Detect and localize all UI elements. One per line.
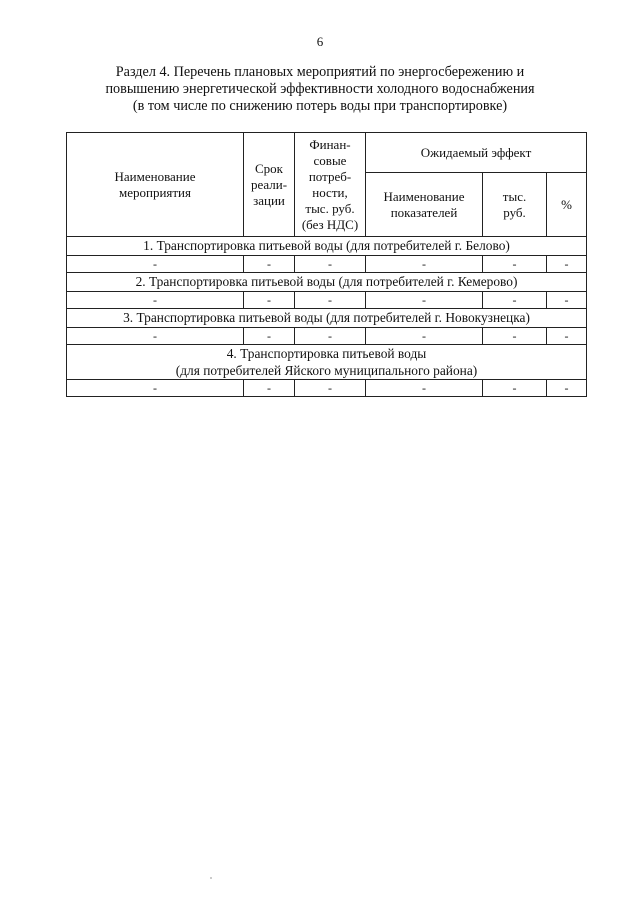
table-cell: -	[295, 256, 366, 273]
table-cell: -	[547, 328, 587, 345]
table-cell: -	[67, 380, 244, 397]
group-title: 1. Транспортировка питьевой воды (для потребителей г. Белово)	[67, 237, 587, 256]
table-cell: -	[67, 292, 244, 309]
table-row	[67, 380, 587, 397]
table-cell: -	[483, 256, 547, 273]
header-expected-effect: Ожидаемый эффект	[366, 133, 587, 173]
table-cell: -	[244, 380, 295, 397]
group-row	[67, 345, 587, 380]
table-cell: -	[67, 256, 244, 273]
section-title-line: (в том числе по снижению потерь воды при транспортировке)	[132, 98, 508, 114]
table-row	[67, 292, 587, 309]
table-header-row	[67, 133, 587, 173]
group-title: 3. Транспортировка питьевой воды (для потребителей г. Новокузнецка)	[67, 309, 587, 328]
table-cell: -	[366, 380, 483, 397]
header-measure-name: Наименование мероприятия	[67, 133, 244, 237]
group-title: 4. Транспортировка питьевой воды (для потребителей Яйского муниципального района)	[67, 345, 587, 380]
table-cell: -	[295, 380, 366, 397]
header-percent: %	[547, 173, 587, 237]
table-row	[67, 328, 587, 345]
table-cell: -	[547, 256, 587, 273]
table-cell: -	[244, 328, 295, 345]
table-cell: -	[295, 292, 366, 309]
section-title-line: повышению энергетической эффективности холодного водоснабжения	[105, 81, 535, 97]
group-row	[67, 237, 587, 256]
group-row	[67, 273, 587, 292]
table-cell: -	[244, 256, 295, 273]
table-row	[67, 256, 587, 273]
table-cell: -	[483, 328, 547, 345]
table-cell: -	[483, 380, 547, 397]
header-term: Срок реали- зации	[244, 133, 295, 237]
table-cell: -	[547, 380, 587, 397]
table-cell: -	[295, 328, 366, 345]
header-indicator-name: Наименование показателей	[366, 173, 483, 237]
measures-table	[66, 132, 587, 397]
table-cell: -	[366, 328, 483, 345]
table-cell: -	[366, 256, 483, 273]
table-cell: -	[483, 292, 547, 309]
section-title-line: Раздел 4. Перечень плановых мероприятий по энергосбережению и	[115, 64, 525, 80]
group-title: 2. Транспортировка питьевой воды (для потребителей г. Кемерово)	[67, 273, 587, 292]
section-title	[70, 64, 570, 115]
table-cell: -	[366, 292, 483, 309]
page-number: 6	[316, 34, 324, 49]
group-row	[67, 309, 587, 328]
scan-speck	[210, 877, 212, 879]
table-cell: -	[244, 292, 295, 309]
table-cell: -	[547, 292, 587, 309]
table-cell: -	[67, 328, 244, 345]
header-finance: Финан- совые потреб- ности, тыс. руб. (без НДС)	[295, 133, 366, 237]
header-thousand-rub: тыс. руб.	[483, 173, 547, 237]
